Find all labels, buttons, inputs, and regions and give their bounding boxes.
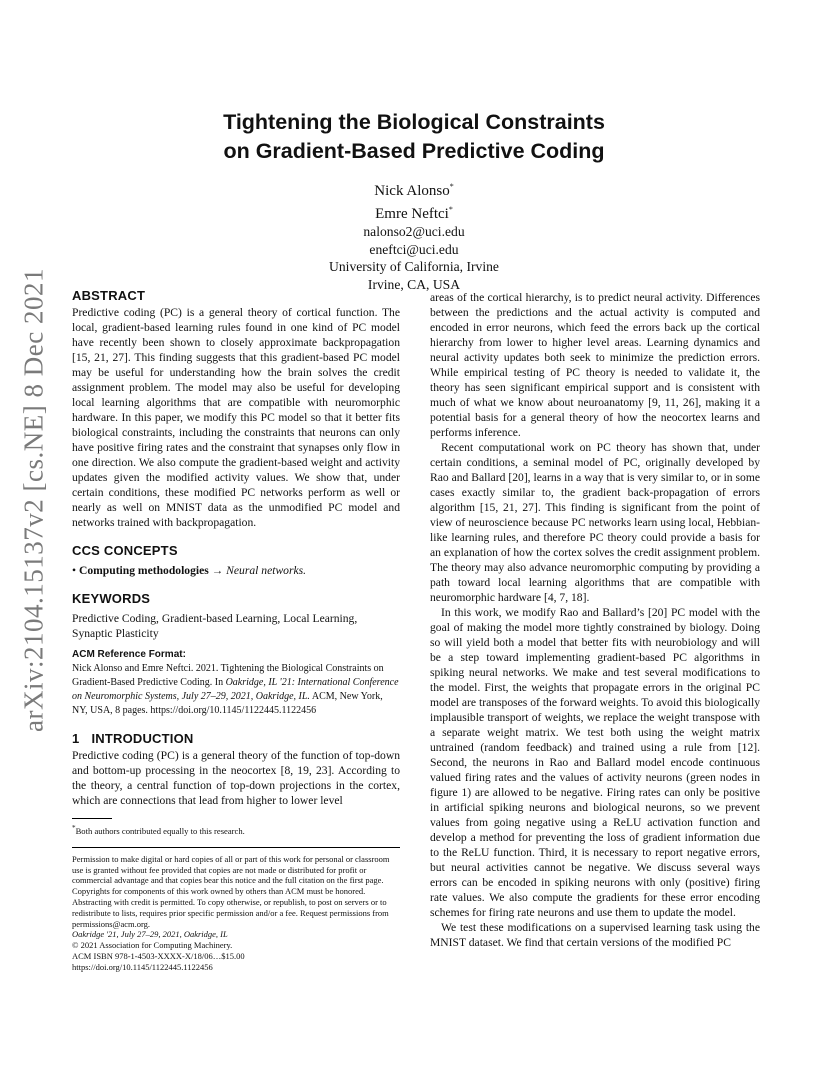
- permission-doi: https://doi.org/10.1145/1122445.1122456: [72, 961, 213, 972]
- ccs-arrow: →: [211, 564, 224, 577]
- ccs-heading: CCS CONCEPTS: [72, 543, 178, 558]
- paper-title: [0, 108, 828, 166]
- acm-reference-heading: ACM Reference Format:: [72, 649, 186, 660]
- introduction-heading: [72, 730, 400, 748]
- title-line-1: Tightening the Biological Constraints: [223, 110, 605, 134]
- introduction-title: INTRODUCTION: [91, 731, 194, 746]
- email-2: eneftci@uci.edu: [369, 241, 459, 257]
- arxiv-sidebar-stamp: [14, 268, 54, 732]
- right-column: [430, 290, 760, 950]
- footnote: [72, 823, 400, 837]
- author-1: [0, 178, 828, 201]
- introduction-number: 1: [72, 731, 80, 746]
- keywords-heading: KEYWORDS: [72, 591, 151, 606]
- title-line-2: on Gradient-Based Predictive Coding: [223, 139, 605, 163]
- author-2: [0, 201, 828, 224]
- acm-reference-venue: Oakridge, IL '21: International Conference on Neuromorphic Systems, July 27–29, 2021, Oakridge, IL.: [72, 677, 399, 702]
- author-2-mark: *: [448, 204, 453, 214]
- permission-text: Permission to make digital or hard copies of all or part of this work for personal or classroom use is granted without fee provided that copies are not made or distributed for profit or commercial advantage and that copies bear this notice and the full citation on the first page. Copyrights for components of this work owned by others than ACM must be honored. Abstracting with credit is permitted. To copy otherwise, or republish, to post on servers or to redistribute to lists, requires prior specific permission and/or a fee. Request permissions from permissions@acm.org.: [72, 853, 390, 929]
- acm-reference-text: [72, 662, 400, 718]
- abstract-heading: ABSTRACT: [72, 288, 146, 303]
- ccs-category: Computing methodologies: [78, 564, 209, 577]
- author-1-name: Nick Alonso: [374, 183, 450, 199]
- permission-block: [72, 847, 400, 973]
- introduction-paragraph-2: Recent computational work on PC theory has shown that, under certain conditions, a seminal model of PC, originally developed by Rao and Ballard [20], learns in a way that is very similar to, or in some cases exactly similar to, the gradient back-propagation of errors algorithm [15, 21, 27]. This finding is significant from the point of view of neuroscience because PC networks learn using local, Hebbian-like learning rules, and therefore PC theory could provide a basis for an explanation of how the cortex solves the credit assignment problem. The theory may also advance neuromorphic computing by providing a path toward local learning algorithms that are compatible with neuromorphic hardware [4, 7, 18].: [430, 441, 761, 604]
- footnote-mark: *: [72, 824, 76, 832]
- affiliation-1: University of California, Irvine: [329, 259, 499, 274]
- email-1: nalonso2@uci.edu: [363, 224, 465, 239]
- acm-reference-part2: ACM, New York, NY, USA, 8 pages. https://doi.org/10.1145/1122445.1122456: [72, 691, 383, 716]
- permission-isbn: ACM ISBN 978-1-4503-XXXX-X/18/06…$15.00: [72, 951, 245, 962]
- author-block: [0, 178, 828, 293]
- arxiv-id: arXiv:2104.15137v2 [cs.NE] 8 Dec 2021: [18, 268, 49, 732]
- acm-reference-part1: Nick Alonso and Emre Neftci. 2021. Tightening the Biological Constraints on Gradient-Based Predictive Coding. In: [72, 663, 384, 688]
- left-column: [72, 287, 400, 973]
- keywords-text: Predictive Coding, Gradient-based Learning, Local Learning, Synaptic Plasticity: [72, 612, 358, 640]
- introduction-paragraph-3: In this work, we modify Rao and Ballard’s [20] PC model with the goal of making the model more tightly constrained by biology. Doing so will yield both a model that better fits with neurobiology and will be a step toward implementing gradient-based PC algorithms in spiking neural networks. We make and test several modifications to the model. First, the weights that propagate errors in the original PC model are transposes of the forward weights. To avoid this biologically implausible transport of weights, we replace the weight transpose with a separate weight matrix. We test both using the weight matrix untrained (random feedback) and trained using a rule from [12]. Second, the neurons in Rao and Ballard model encode continuous valued firing rates and the values of activity neurons (green nodes in figure 1) are allowed to be negative. Firing rates can only be positive in artificial spiking neurons and biological neurons, so we prevent values from going negative using a ReLU activation function and develop a method for preventing the loss of gradient information due to the ReLU function. Third, it is necessary to report negative errors, but neural activities cannot be negative. We discuss several ways errors can be encoded in spiking neurons with only (positive) firing rate values. We also compute the gradients for these error encoding schemes for firing rate neurons and use them to update the model.: [430, 606, 760, 919]
- affiliation-2: Irvine, CA, USA: [367, 276, 461, 292]
- ccs-concepts: [72, 563, 400, 578]
- ccs-bullet: •: [72, 564, 77, 577]
- footnote-text: Both authors contributed equally to this research.: [75, 825, 245, 836]
- author-2-name: Emre Neftci: [375, 205, 449, 222]
- abstract-text: Predictive coding (PC) is a general theory of cortical function. The local, gradient-based learning rules found in one kind of PC model have recently been shown to closely approximate backpropagation [15, 21, 27]. This finding suggests that this gradient-based PC model may be useful for understanding how the brain solves the credit assignment problem. The model may also be useful for developing local learning algorithms that are compatible with neuromorphic hardware. In this paper, we modify this PC model so that it better fits biological constraints, including the constraints that neurons can only have positive firing rates and the constraint that synapses only flow in one direction. We also compute the gradient-based weight and activity updates given the modified activity values. We show that, under certain conditions, these modified PC networks perform as well or nearly as well on MNIST data as the unmodified PC model and networks trained with backpropagation.: [72, 306, 400, 529]
- permission-conference: Oakridge '21, July 27–29, 2021, Oakridge, IL: [72, 929, 228, 940]
- introduction-paragraph-4: We test these modifications on a supervised learning task using the MNIST dataset. We find that certain versions of the modified PC: [430, 921, 760, 949]
- introduction-paragraph-1-end: areas of the cortical hierarchy, is to predict neural activity. Differences between the predictions and the actual activity is computed and encoded in error neurons, which feed the errors back up the cortical hierarchy from lower to higher level areas. Learning dynamics and neural activity updates both seek to minimize the prediction errors. While empirical testing of PC theory is needed to validate it, the theory has seen significant empirical support and is consistent with much of what we know about neuroanatomy [9, 11, 26], making it a potential basis for a general theory of how the neocortex learns and performs inference.: [430, 291, 760, 439]
- ccs-concept: Neural networks.: [226, 564, 307, 577]
- permission-copyright: © 2021 Association for Computing Machinery.: [72, 940, 233, 951]
- author-1-mark: *: [449, 182, 454, 191]
- introduction-paragraph-1-full: [0, 0, 1, 1]
- footnote-rule: [72, 818, 112, 819]
- introduction-paragraph-1-start: Predictive coding (PC) is a general theory of the function of top-down and bottom-up processing in the neocortex [8, 19, 23]. According to the theory, a central function of top-down projections in the cortex, which are connections that lead from higher to lower level: [72, 749, 400, 807]
